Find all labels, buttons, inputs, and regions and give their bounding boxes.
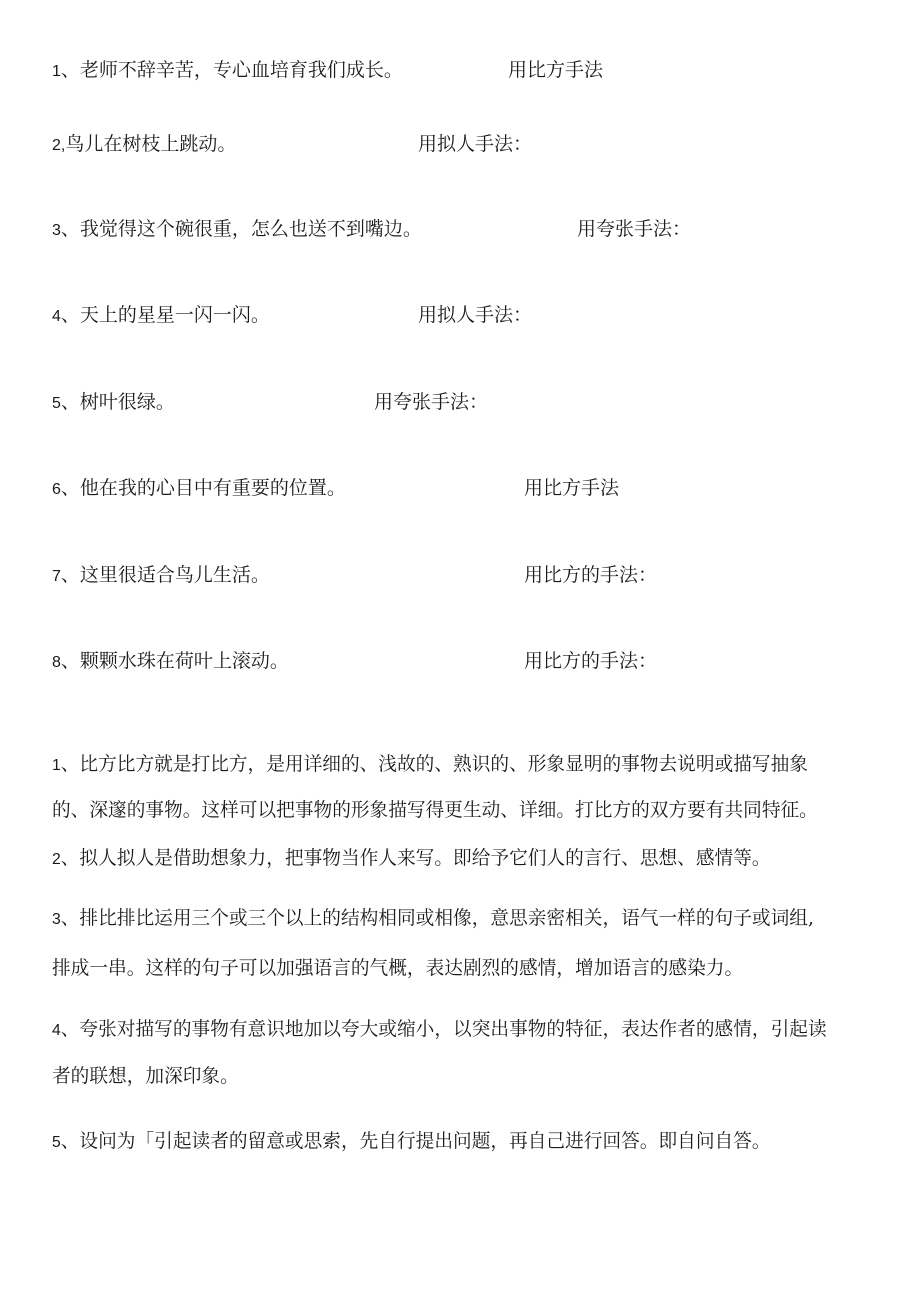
- definition-number: 2: [52, 851, 61, 868]
- exercise-item: [52, 217, 422, 243]
- definition-text: 、拟人拟人是借助想象力，把事物当作人来写。即给予它们人的言行、思想、感情等。: [60, 847, 771, 869]
- definition-number: 3: [52, 911, 61, 928]
- exercise-instruction: 用比方的手法：: [524, 564, 658, 586]
- exercise-instruction: 用比方手法: [508, 59, 604, 81]
- definition-number: 5: [52, 1134, 61, 1151]
- exercise-instruction: 用拟人手法：: [418, 304, 533, 326]
- exercise-item: [52, 303, 270, 329]
- exercise-item: [52, 649, 289, 675]
- definition-text: 、比方比方就是打比方，是用详细的、浅故的、熟识的、形象显明的事物去说明或描写抽象: [60, 753, 808, 775]
- definition-text: 、设问为「引起读者的留意或思索，先自行提出问题，再自己进行回答。即自问自答。: [60, 1130, 771, 1152]
- definition-line: 排成一串。这样的句子可以加强语言的气概，表达剧烈的感情，增加语言的感染力。: [52, 957, 744, 979]
- exercise-number: 3: [52, 222, 61, 239]
- exercise-number: 2,: [52, 137, 66, 154]
- exercise-item: [52, 132, 236, 158]
- definition-line: 的、深邃的事物。这样可以把事物的形象描写得更生动、详细。打比方的双方要有共同特征。: [52, 799, 818, 821]
- definition-line: [52, 752, 868, 778]
- exercise-sentence: 、树叶很绿。: [60, 391, 175, 413]
- exercise-number: 7: [52, 568, 61, 585]
- exercise-instruction: 用夸张手法：: [577, 218, 692, 240]
- exercise-instruction: 用夸张手法：: [374, 391, 489, 413]
- exercise-instruction: 用比方的手法：: [524, 650, 658, 672]
- definition-line: [52, 1129, 868, 1155]
- exercise-item: [52, 58, 403, 84]
- exercise-instruction: 用拟人手法：: [418, 133, 533, 155]
- exercise-sentence: 、我觉得这个碗很重，怎么也送不到嘴边。: [60, 218, 422, 240]
- exercise-number: 1: [52, 63, 61, 80]
- exercise-number: 8: [52, 654, 61, 671]
- exercise-item: [52, 476, 346, 502]
- exercise-instruction: 用比方手法: [524, 477, 620, 499]
- exercise-sentence: 、他在我的心目中有重要的位置。: [60, 477, 346, 499]
- definition-line: [52, 906, 868, 932]
- definition-number: 1: [52, 757, 61, 774]
- exercise-number: 4: [52, 308, 61, 325]
- definition-line: 者的联想，加深印象。: [52, 1065, 239, 1087]
- definition-number: 4: [52, 1022, 61, 1039]
- definition-line: [52, 846, 868, 872]
- exercise-number: 5: [52, 395, 61, 412]
- exercise-item: [52, 563, 270, 589]
- definition-text: 、夸张对描写的事物有意识地加以夸大或缩小，以突出事物的特征，表达作者的感情，引起读: [60, 1018, 827, 1040]
- exercise-number: 6: [52, 481, 61, 498]
- definition-text: 、排比排比运用三个或三个以上的结构相同或相像，意思亲密相关，语气一样的句子或词组,: [60, 907, 814, 929]
- exercise-sentence: 、老师不辞辛苦，专心血培育我们成长。: [60, 59, 403, 81]
- exercise-sentence: 、这里很适合鸟儿生活。: [60, 564, 270, 586]
- exercise-sentence: 、颗颗水珠在荷叶上滚动。: [60, 650, 289, 672]
- exercise-sentence: 鸟儿在树枝上跳动。: [65, 133, 237, 155]
- exercise-sentence: 、天上的星星一闪一闪。: [60, 304, 270, 326]
- definition-line: [52, 1017, 868, 1043]
- exercise-item: [52, 390, 175, 416]
